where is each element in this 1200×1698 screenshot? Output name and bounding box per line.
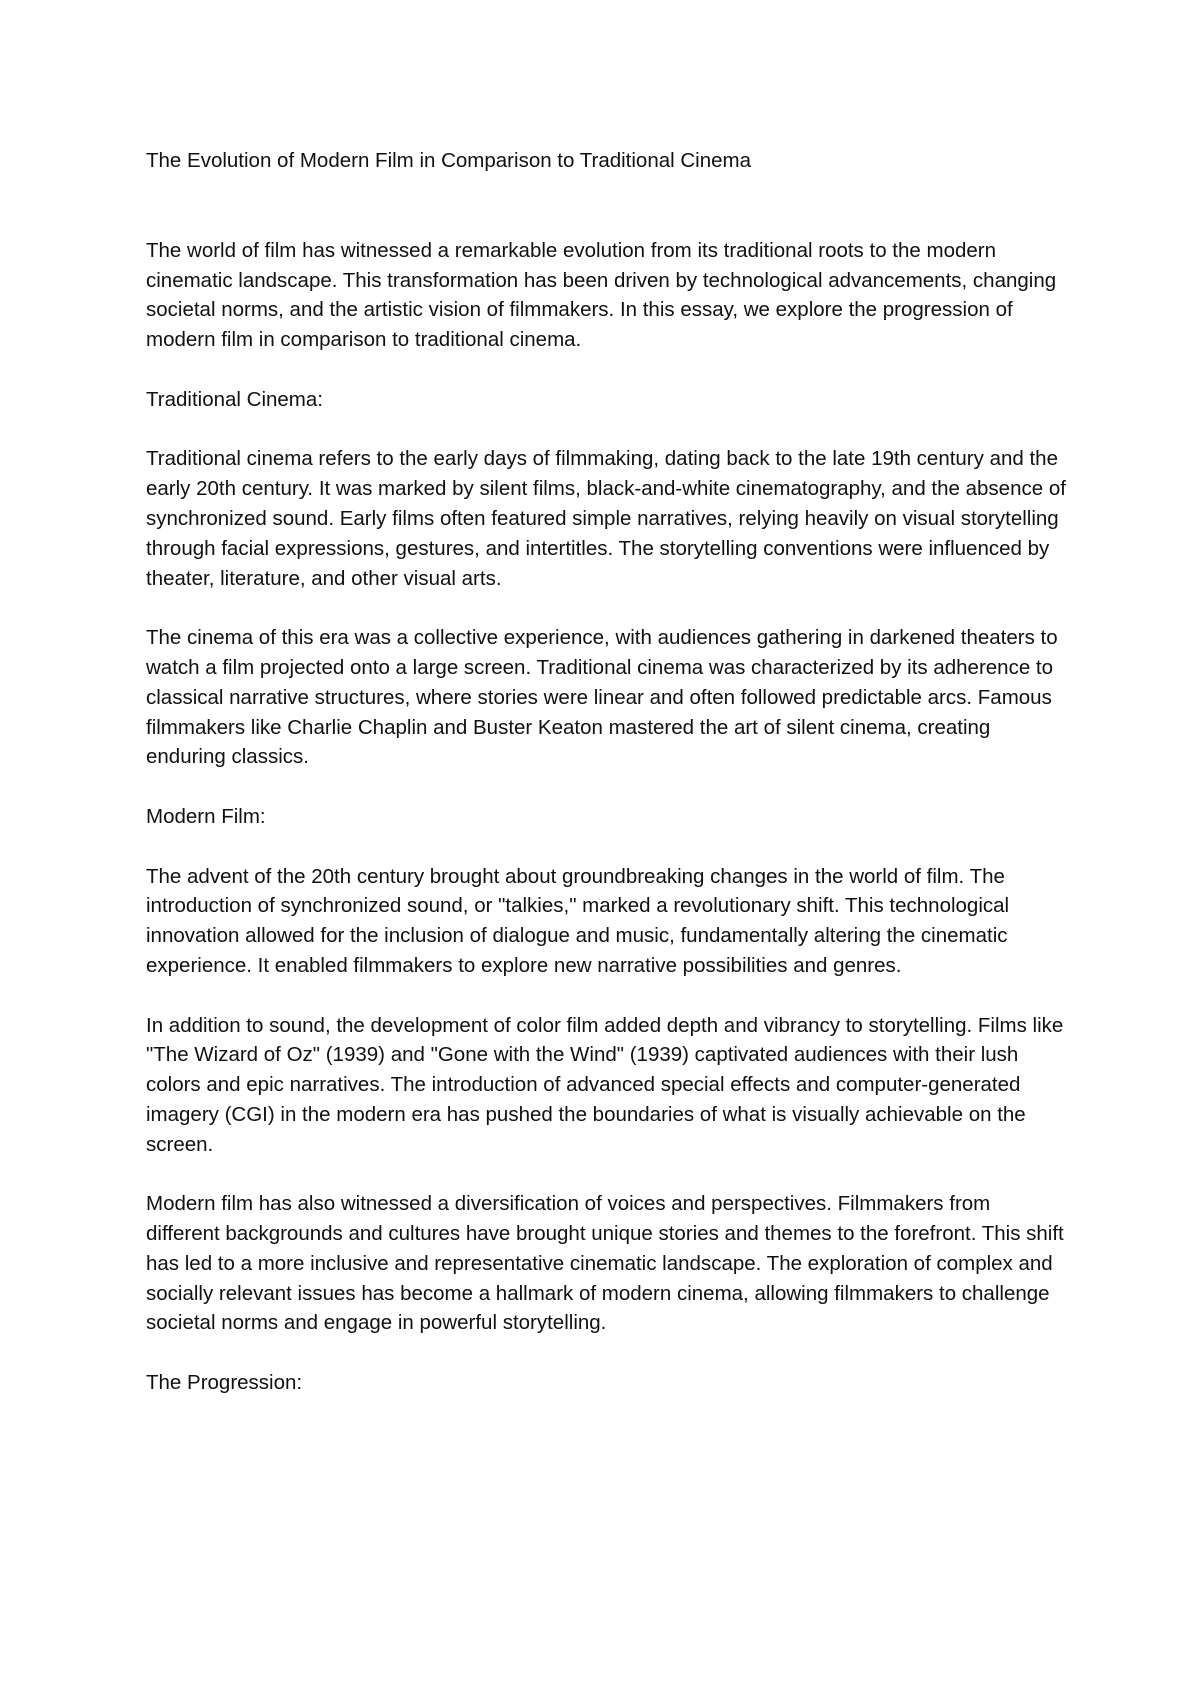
document-title: The Evolution of Modern Film in Comparison to Traditional Cinema [146, 149, 752, 172]
document-body [146, 146, 1066, 1428]
modern-film-paragraph-3: Modern film has also witnessed a diversification of voices and perspectives. Filmmakers from different backgrounds and cultures have brought unique stories and themes to the forefront. This shift has led to a more inclusive and representative cinematic landscape. The exploration of complex and socially relevant issues has become a hallmark of modern cinema, allowing filmmakers to challenge societal norms and engage in powerful storytelling. [146, 1192, 1064, 1335]
intro-paragraph: The world of film has witnessed a remarkable evolution from its traditional roots to the modern cinematic landscape. This transformation has been driven by technological advancements, changing societal norms, and the artistic vision of filmmakers. In this essay, we explore the progression of modern film in comparison to traditional cinema. [146, 238, 1057, 352]
modern-film-paragraph-2: In addition to sound, the development of color film added depth and vibrancy to storytelling. Films like "The Wizard of Oz" (1939) and "Gone with the Wind" (1939) captivated audiences with their lush colors and epic narratives. The introduction of advanced special effects and computer-generated imagery (CGI) in the modern era has pushed the boundaries of what is visually achievable on the screen. [146, 1013, 1064, 1156]
section-heading-traditional-cinema: Traditional Cinema: [146, 387, 323, 411]
traditional-cinema-paragraph-1: Traditional cinema refers to the early days of filmmaking, dating back to the late 19th century and the early 20th century. It was marked by silent films, black-and-white cinematography, and the absence of synchronized sound. Early films often featured simple narratives, relying heavily on visual storytelling through facial expressions, gestures, and intertitles. The storytelling conventions were influenced by theater, literature, and other visual arts. [146, 447, 1066, 590]
section-heading-modern-film: Modern Film: [146, 804, 266, 828]
section-heading-the-progression: The Progression: [146, 1371, 303, 1395]
modern-film-paragraph-1: The advent of the 20th century brought about groundbreaking changes in the world of film. The introduction of synchronized sound, or "talkies," marked a revolutionary shift. This technological innovation allowed for the inclusion of dialogue and music, fundamentally altering the cinematic experience. It enabled filmmakers to explore new narrative possibilities and genres. [146, 864, 1010, 977]
traditional-cinema-paragraph-2: The cinema of this era was a collective experience, with audiences gathering in darkened theaters to watch a film projected onto a large screen. Traditional cinema was characterized by its adherence to classical narrative structures, where stories were linear and often followed predictable arcs. Famous filmmakers like Charlie Chaplin and Buster Keaton mastered the art of silent cinema, creating enduring classics. [146, 626, 1058, 769]
